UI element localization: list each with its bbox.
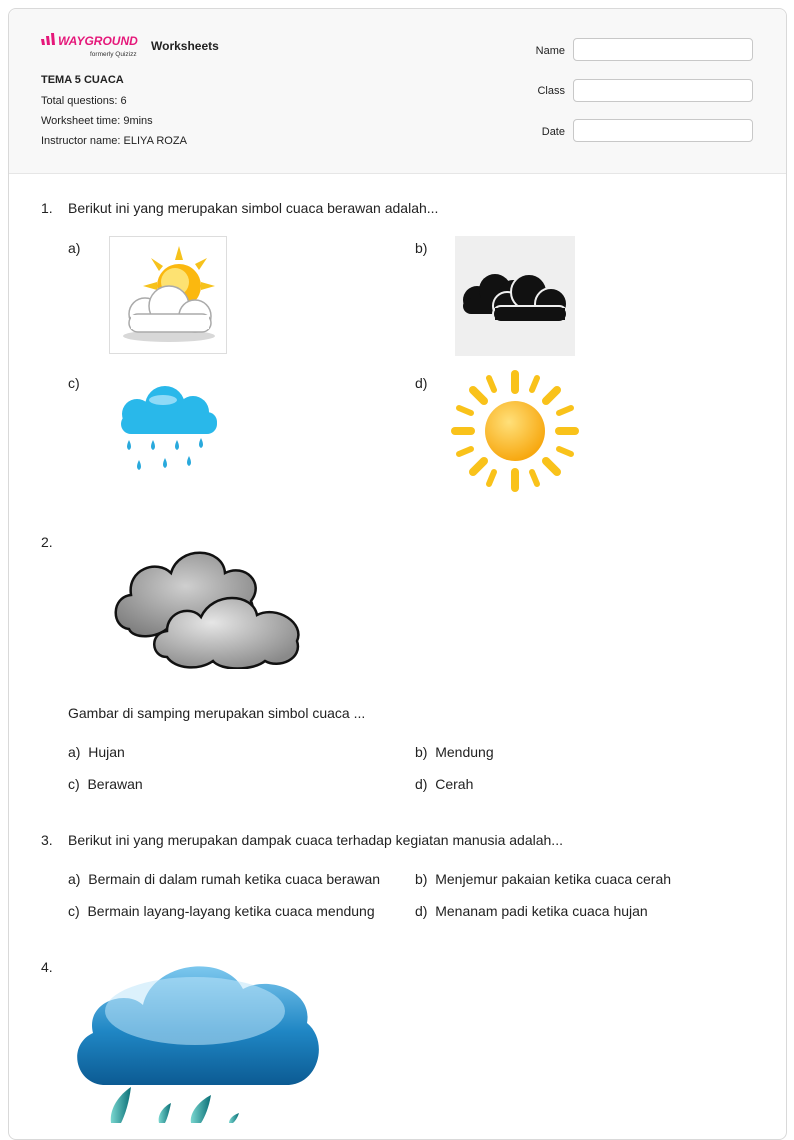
question-3-option-c[interactable] bbox=[68, 903, 375, 919]
question-1-option-c[interactable]: c) bbox=[68, 375, 80, 391]
name-field[interactable] bbox=[573, 38, 753, 61]
partly-cloudy-icon bbox=[109, 236, 227, 354]
question-2-text: Gambar di samping merupakan simbol cuaca ... bbox=[68, 705, 366, 721]
class-field[interactable] bbox=[573, 79, 753, 102]
class-label: Class bbox=[537, 85, 565, 97]
blue-rain-cloud-icon bbox=[67, 953, 325, 1123]
black-clouds-icon bbox=[455, 236, 575, 356]
question-1-option-a[interactable]: a) bbox=[68, 240, 81, 256]
instructor-name: Instructor name: ELIYA ROZA bbox=[41, 135, 187, 147]
question-3-option-b[interactable] bbox=[415, 871, 671, 887]
option-letter: c) bbox=[68, 776, 80, 792]
question-2-option-b[interactable] bbox=[415, 744, 494, 760]
question-1-option-d[interactable]: d) bbox=[415, 375, 428, 391]
option-text: Menanam padi ketika cuaca hujan bbox=[435, 903, 648, 919]
question-3-number: 3. bbox=[41, 832, 53, 848]
option-text: Berawan bbox=[87, 776, 143, 792]
option-letter: d) bbox=[415, 903, 428, 919]
option-letter: b) bbox=[415, 744, 428, 760]
option-letter: a) bbox=[68, 871, 81, 887]
worksheet-header bbox=[9, 9, 786, 174]
worksheet-title: TEMA 5 CUACA bbox=[41, 74, 124, 86]
question-2-option-d[interactable] bbox=[415, 776, 473, 792]
question-2-number: 2. bbox=[41, 534, 53, 550]
sun-icon bbox=[451, 370, 579, 492]
grey-clouds-icon bbox=[109, 539, 305, 669]
option-text: Cerah bbox=[435, 776, 474, 792]
question-3-option-d[interactable] bbox=[415, 903, 648, 919]
date-field[interactable] bbox=[573, 119, 753, 142]
worksheet-time: Worksheet time: 9mins bbox=[41, 115, 153, 127]
svg-text:WAYGROUND: WAYGROUND bbox=[58, 34, 138, 48]
question-2-option-c[interactable] bbox=[68, 776, 143, 792]
question-2-option-a[interactable] bbox=[68, 744, 125, 760]
worksheet-page bbox=[8, 8, 787, 1140]
wayground-logo bbox=[41, 33, 145, 59]
question-1-number: 1. bbox=[41, 200, 53, 216]
svg-text:formerly Quizizz: formerly Quizizz bbox=[90, 51, 137, 58]
total-questions: Total questions: 6 bbox=[41, 95, 127, 107]
option-letter: a) bbox=[68, 744, 81, 760]
option-letter: d) bbox=[415, 776, 428, 792]
question-3-option-a[interactable] bbox=[68, 871, 380, 887]
question-3-text: Berikut ini yang merupakan dampak cuaca terhadap kegiatan manusia adalah... bbox=[68, 832, 563, 848]
option-text: Bermain layang-layang ketika cuaca mendung bbox=[87, 903, 375, 919]
date-label: Date bbox=[541, 126, 565, 138]
option-text: Menjemur pakaian ketika cuaca cerah bbox=[435, 871, 672, 887]
option-text: Hujan bbox=[88, 744, 125, 760]
question-1-text: Berikut ini yang merupakan simbol cuaca berawan adalah... bbox=[68, 200, 439, 216]
option-letter: b) bbox=[415, 871, 428, 887]
question-4-number: 4. bbox=[41, 959, 53, 975]
option-text: Mendung bbox=[435, 744, 494, 760]
brand-name: Worksheets bbox=[151, 39, 219, 53]
rain-cloud-icon bbox=[115, 384, 221, 476]
option-letter: c) bbox=[68, 903, 80, 919]
name-label: Name bbox=[535, 45, 565, 57]
question-1-option-b[interactable]: b) bbox=[415, 240, 428, 256]
option-text: Bermain di dalam rumah ketika cuaca berawan bbox=[88, 871, 381, 887]
